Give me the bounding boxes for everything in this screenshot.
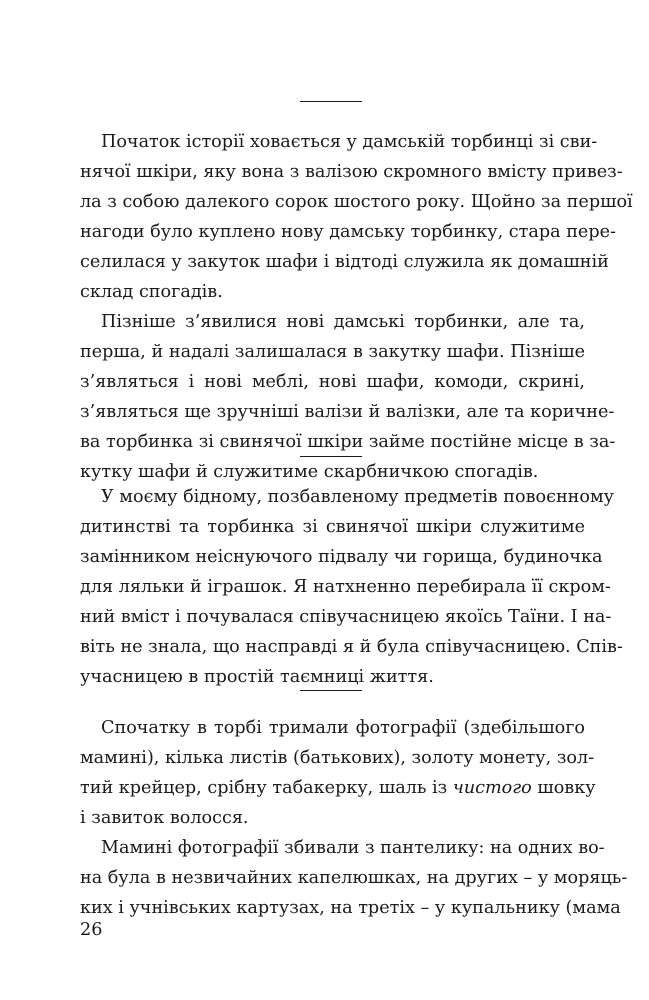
text-line: учасницею в простій таємниці життя. — [80, 667, 434, 687]
text-line: нячої шкіри, яку вона з валізою скромного вмісту привез- — [80, 162, 623, 182]
paragraph — [80, 127, 633, 307]
text-fragment: тий крейцер, срібну табакерку, шаль із — [80, 778, 453, 798]
section-separator — [300, 690, 362, 691]
paragraph — [80, 482, 623, 692]
text-line: Пізніше з’явилися нові дамські торбинки, але та, — [101, 312, 585, 332]
text-fragment: шовку — [531, 778, 596, 798]
text-line: ний вміст і почувалася співучасницею якоїсь Таїни. І на- — [80, 607, 612, 627]
text-line: селилася у закуток шафи і відтоді служила як домашній — [80, 252, 609, 272]
section-2 — [80, 482, 623, 692]
section-3 — [80, 713, 628, 923]
text-line: ких і учнівських картузах, на третіх – у купальнику (мама — [80, 898, 621, 918]
text-line: ла з собою далекого сорок шостого року. Щойно за першої — [80, 192, 633, 212]
text-line: нагоди було куплено нову дамську торбинку, стара пере- — [80, 222, 616, 242]
text-line: Мамині фотографії збивали з пантелику: на одних во- — [101, 838, 605, 858]
section-separator — [300, 456, 362, 457]
text-line: У моєму бідному, позбавленому предметів повоєнному — [101, 487, 615, 507]
text-line: дитинстві та торбинка зі свинячої шкіри служитиме — [80, 517, 585, 537]
text-line: склад спогадів. — [80, 282, 223, 302]
text-line: мамині), кілька листів (батькових), золоту монету, зол- — [80, 748, 595, 768]
text-line: перша, й надалі залишалася в закутку шафи. Пізніше — [80, 342, 585, 362]
text-line: з’являться і нові меблі, нові шафи, комоди, скрині, — [80, 372, 585, 392]
page-number: 26 — [80, 920, 103, 940]
paragraph — [80, 713, 596, 833]
text-line: для ляльки й іграшок. Я натхненно перебирала її скром- — [80, 577, 611, 597]
paragraph — [80, 833, 628, 923]
text-line: і завиток волосся. — [80, 808, 249, 828]
text-line: на була в незвичайних капелюшках, на других – у моряць- — [80, 868, 628, 888]
text-line — [80, 773, 596, 803]
text-line: з’являться ще зручніші валізи й валізки, але та коричне- — [80, 402, 615, 422]
italic-word: чистого — [452, 778, 532, 798]
text-line: кутку шафи й служитиме скарбничкою спогадів. — [80, 462, 539, 482]
section-separator — [300, 101, 362, 102]
text-line: Спочатку в торбі тримали фотографії (здебільшого — [101, 718, 585, 738]
text-line: ва торбинка зі свинячої шкіри займе постійне місце в за- — [80, 432, 616, 452]
section-1 — [80, 127, 633, 487]
text-line: Початок історії ховається у дамській торбинці зі сви- — [101, 132, 598, 152]
paragraph — [80, 307, 616, 487]
text-line: замінником неіснуючого підвалу чи горища, будиночка — [80, 547, 603, 567]
text-line: віть не знала, що насправді я й була співучасницею. Спів- — [80, 637, 623, 657]
